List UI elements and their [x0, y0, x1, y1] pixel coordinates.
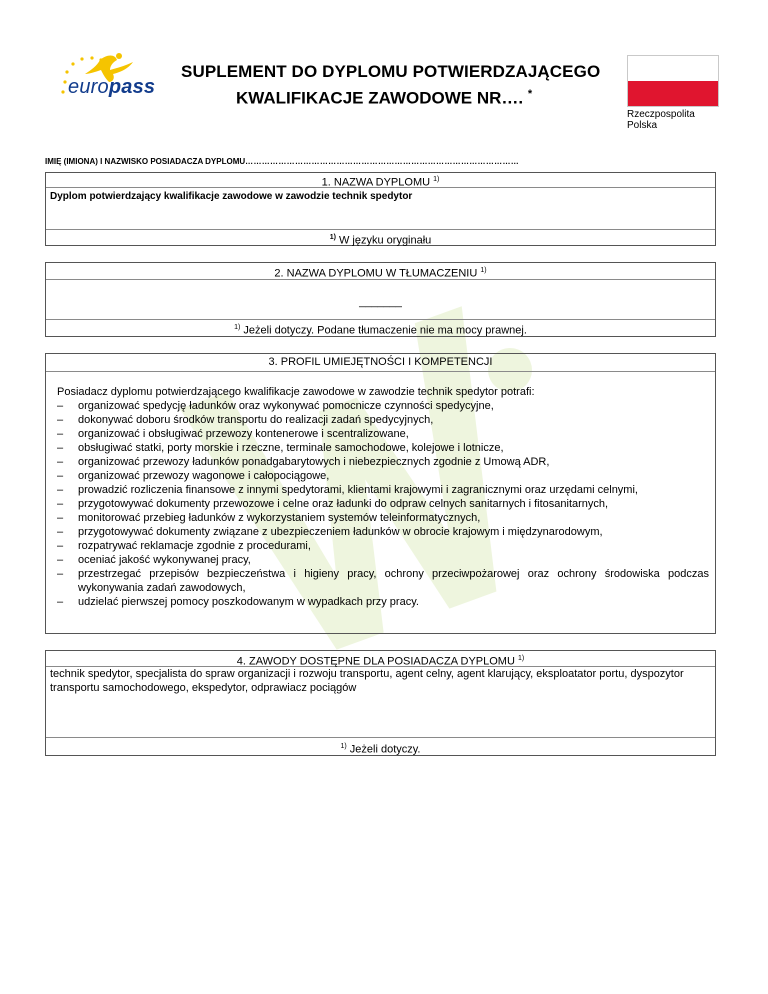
section-skills-profile: [45, 353, 716, 634]
section-footnote: $^{1)}$ W języku oryginału: [46, 229, 715, 245]
polish-flag-icon: [627, 55, 719, 107]
list-item: – udzielać pierwszej pomocy poszkodowanym w wypadkach przy pracy.: [57, 596, 419, 608]
list-item: – organizować spedycję ładunków oraz wykonywać pomocnicze czynności spedycyjne,: [57, 400, 494, 412]
list-item: – oceniać jakość wykonywanej pracy,: [57, 554, 251, 566]
document-title-line1: SUPLEMENT DO DYPLOMU POTWIERDZAJĄCEGO: [181, 62, 601, 81]
section-footnote: $^{1)}$ Jeżeli dotyczy. Podane tłumaczenie nie ma mocy prawnej.: [46, 319, 715, 336]
list-item: – przygotowywać dokumenty przewozowe i celne oraz ładunki do odpraw celnych sanitarnych i fitosanitarnych,: [57, 498, 609, 510]
holder-name-field: IMIĘ (IMIONA) I NAZWISKO POSIADACZA DYPLOMU………………………………………………………………………………………: [45, 157, 520, 166]
list-item: – prowadzić rozliczenia finansowe z innymi spedytorami, klientami krajowymi i zagranicznymi oraz urzędami celnymi,: [57, 484, 638, 496]
section-heading: 2. NAZWA DYPLOMU W TŁUMACZENIU $^{1)}$: [46, 263, 715, 280]
list-item: – dokonywać doboru środków transportu do realizacji zadań spedycyjnych,: [57, 414, 434, 426]
list-item: – przestrzegać przepisów bezpieczeństwa i higieny pracy, ochrony przeciwpożarowej oraz ochrony środowiska podczas wykonywania zadań zawodowych,: [57, 568, 709, 594]
skills-list: [46, 399, 715, 609]
diploma-name-value: Dyplom potwierdzający kwalifikacje zawodowe w zawodzie technik spedytor: [50, 191, 413, 202]
country-label: Rzeczpospolita Polska: [627, 109, 695, 131]
translation-placeholder-line: _______: [359, 296, 402, 308]
list-item: – organizować przewozy ładunków ponadgabarytowych i niebezpiecznych zgodnie z Umową ADR,: [57, 456, 550, 468]
section-heading: 3. PROFIL UMIEJĘTNOŚCI I KOMPETENCJI: [46, 354, 715, 372]
list-item: – obsługiwać statki, porty morskie i rzeczne, terminale samochodowe, kolejowe i lotnicze,: [57, 442, 504, 454]
document-title-line2: KWALIFIKACJE ZAWODOWE NR…. *: [236, 88, 533, 108]
section-heading: 1. NAZWA DYPLOMU $^{1)}$: [46, 173, 715, 188]
section-heading: 4. ZAWODY DOSTĘPNE DLA POSIADACZA DYPLOMU $^{1)}$: [236, 655, 525, 668]
section-available-occupations: [45, 650, 716, 756]
europass-logo-text: europass: [68, 76, 156, 98]
list-item: – przygotowywać dokumenty związane z ubezpieczeniem ładunków w obrocie krajowym i międzynarodowym,: [57, 526, 603, 538]
occupations-value: technik spedytor, specjalista do spraw organizacji i rozwoju transportu, agent celny, agent klarujący, eksploatator portu, dyspozytor transportu samochodowego, ekspedytor, odprawiacz pociągów: [46, 666, 715, 695]
section-diploma-translation: [45, 262, 716, 337]
skills-intro: Posiadacz dyplomu potwierdzającego kwalifikacje zawodowe w zawodzie technik spedytor potrafi:: [57, 386, 535, 398]
list-item: – monitorować przebieg ładunków z wykorzystaniem systemów teleinformatycznych,: [57, 512, 481, 524]
list-item: – organizować przewozy wagonowe i całopociągowe,: [57, 470, 330, 482]
section-footnote: $^{1)}$ Jeżeli dotyczy.: [46, 737, 715, 755]
list-item: – organizować i obsługiwać przewozy kontenerowe i scentralizowane,: [57, 428, 409, 440]
section-diploma-name: [45, 172, 716, 246]
list-item: – rozpatrywać reklamacje zgodnie z procedurami,: [57, 540, 311, 552]
